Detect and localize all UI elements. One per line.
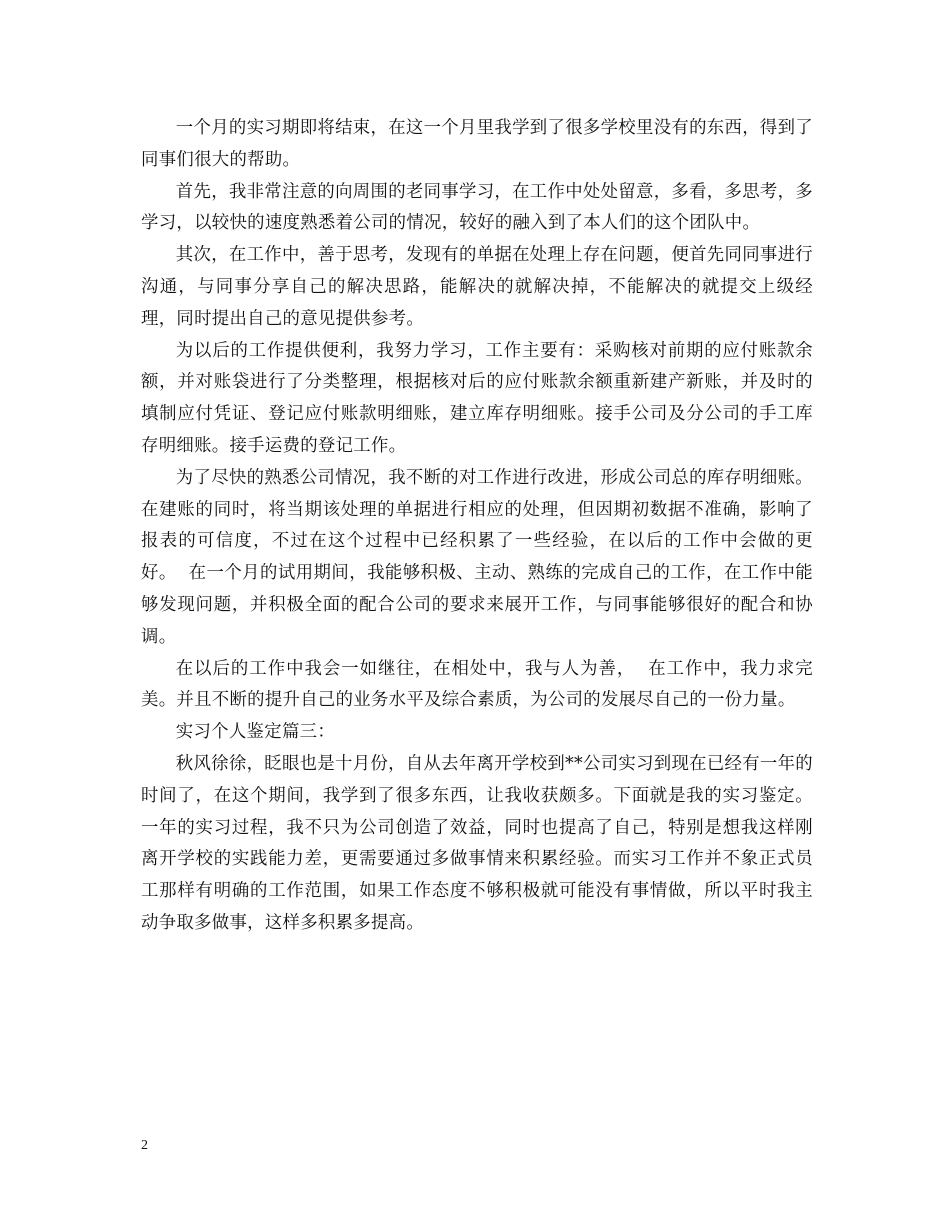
paragraph-thinking-at-work: 其次，在工作中，善于思考，发现有的单据在处理上存在问题，便首先同同事进行沟通，与同事分享自己的解决思路，能解决的就解决掉，不能解决的就提交上级经理，同时提出自己的意见提供参考。: [141, 245, 813, 329]
paragraph-main-work: 为以后的工作提供便利，我努力学习，工作主要有：采购核对前期的应付账款余额，并对账袋进行了分类整理，根据核对后的应付账款余额重新建产新账，并及时的填制应付凭证、登记应付账款明细账，建立库存明细账。接手公司及分公司的手工库存明细账。接手运费的登记工作。: [141, 340, 813, 456]
document-body: [141, 113, 825, 940]
paragraph-internship-end: 一个月的实习期即将结束，在这一个月里我学到了很多学校里没有的东西，得到了同事们很大的帮助。: [141, 118, 813, 170]
paragraph-future-work: 在以后的工作中我会一如继往，在相处中，我与人为善， 在工作中，我力求完美。并且不断的提升自己的业务水平及综合素质，为公司的发展尽自己的一份力量。: [141, 658, 813, 711]
section-heading-part-three: 实习个人鉴定篇三：: [175, 722, 336, 743]
page-number: 2: [141, 1138, 148, 1153]
paragraph-one-year-internship: 秋风徐徐，眨眼也是十月份，自从去年离开学校到**公司实习到现在已经有一年的时间了，在这个期间，我学到了很多东西，让我收获颇多。下面就是我的实习鉴定。 一年的实习过程，我不只为公司创造了效益，同时也提高了自己，特别是想我这样刚离开学校的实践能力差，更需要通过多做事情来积累经验。而实习工作并不象正式员工那样有明确的工作范围，如果工作态度不够积极就可能没有事情做，所以平时我主动争取多做事，这样多积累多提高。: [141, 753, 825, 933]
paragraph-learn-from-colleagues: 首先，我非常注意的向周围的老同事学习，在工作中处处留意，多看，多思考，多学习，以较快的速度熟悉着公司的情况，较好的融入到了本人们的这个团队中。: [141, 181, 813, 234]
paragraph-improvement: 为了尽快的熟悉公司情况，我不断的对工作进行改进，形成公司总的库存明细账。在建账的同时，将当期该处理的单据进行相应的处理，但因期初数据不准确，影响了报表的可信度，不过在这个过程中已经积累了一些经验，在以后的工作中会做的更好。 在一个月的试用期间，我能够积极、主动、熟练的完成自己的工作，在工作中能够发现问题，并积极全面的配合公司的要求来展开工作，与同事能够很好的配合和协调。: [141, 467, 813, 647]
